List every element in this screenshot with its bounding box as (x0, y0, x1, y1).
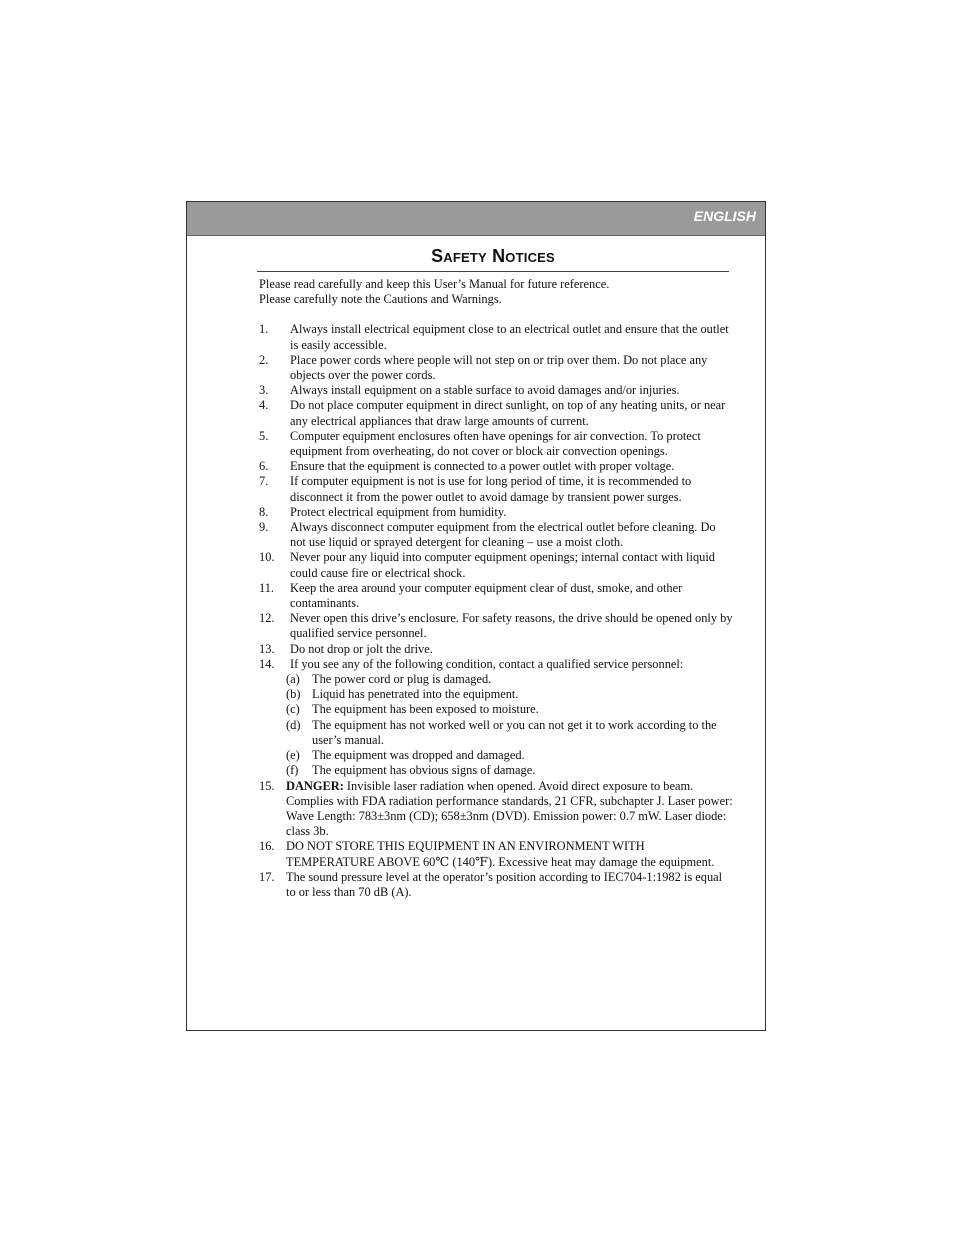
item-text: Always install equipment on a stable surface to avoid damages and/or injuries. (290, 383, 680, 398)
list-item (259, 550, 733, 580)
item-number: 6. (259, 459, 269, 474)
item-text: Computer equipment enclosures often have openings for air convection. To protect equipment from overheating, do not cover or block air convection openings. (290, 428, 701, 459)
sublist-item (286, 748, 733, 763)
item-number: 9. (259, 520, 269, 535)
sub-text: The equipment has not worked well or you can not get it to work according to the user’s manual. (312, 717, 717, 747)
sublist-item (286, 687, 733, 702)
sub-letter: (a) (286, 672, 300, 687)
list-item (259, 505, 733, 520)
notice-content (259, 277, 733, 900)
intro (259, 277, 733, 307)
item-text: If computer equipment is not is use for long period of time, it is recommended to disconnect it from the power outlet to avoid damage by transient power surges. (290, 474, 692, 504)
item-number: 16. (259, 839, 275, 854)
item-number: 7. (259, 474, 269, 489)
item-number: 3. (259, 383, 269, 398)
list-item (259, 520, 733, 550)
list-item (259, 642, 733, 657)
sub-letter: (f) (286, 763, 299, 778)
sub-letter: (c) (286, 702, 300, 717)
intro-line: Please carefully note the Cautions and Warnings. (259, 292, 502, 307)
sub-letter: (d) (286, 717, 301, 732)
item-text: Always disconnect computer equipment from the electrical outlet before cleaning. Do not use liquid or sprayed detergent for cleaning – use a moist cloth. (290, 520, 716, 550)
item-text: Protect electrical equipment from humidity. (290, 504, 507, 519)
item-text: Place power cords where people will not step on or trip over them. Do not place any objects over the power cords. (290, 352, 708, 383)
item-text: Do not place computer equipment in direct sunlight, on top of any heating units, or near any electrical appliances that draw large amounts of current. (290, 398, 726, 428)
list-item (259, 322, 733, 352)
danger-label: DANGER: (286, 778, 344, 793)
page-title: Safety Notices (431, 246, 555, 266)
item-text: Invisible laser radiation when opened. Avoid direct exposure to beam. Complies with FDA radiation performance standards, 21 CFR, subchapter J. Laser power: Wave Length: 783±3nm (CD); 658±3nm (DVD). Emission power: 0.7 mW. Laser diode: class 3b. (286, 778, 733, 839)
language-label: ENGLISH (693, 208, 756, 224)
sub-text: The power cord or plug is damaged. (312, 672, 492, 687)
header-bar (187, 202, 765, 236)
item-number: 13. (259, 641, 275, 656)
item-number: 17. (259, 869, 275, 884)
item-text: Never open this drive’s enclosure. For safety reasons, the drive should be opened only by qualified service personnel. (290, 611, 733, 641)
intro-line: Please read carefully and keep this User’s Manual for future reference. (259, 277, 610, 291)
item-number: 12. (259, 611, 275, 626)
sublist-item (286, 672, 733, 687)
sub-letter: (e) (286, 748, 300, 763)
sublist-item (286, 763, 733, 778)
sublist-item (286, 702, 733, 717)
item-number: 2. (259, 352, 269, 367)
item-text: Never pour any liquid into computer equipment openings; internal contact with liquid could cause fire or electrical shock. (290, 550, 715, 580)
list-item (259, 581, 733, 611)
sub-letter: (b) (286, 687, 301, 702)
item-number: 1. (259, 322, 269, 337)
sub-text: Liquid has penetrated into the equipment. (312, 687, 519, 702)
list-item (259, 870, 733, 900)
list-item-danger (259, 779, 733, 840)
item-number: 8. (259, 504, 269, 519)
item-number: 10. (259, 550, 275, 565)
item-number: 4. (259, 398, 269, 413)
list-item (259, 429, 733, 459)
item-text: Keep the area around your computer equipment clear of dust, smoke, and other contaminants. (290, 580, 683, 611)
safety-list (259, 322, 733, 900)
list-item (259, 474, 733, 504)
title-divider (257, 271, 729, 272)
list-item (259, 839, 733, 869)
item-number: 11. (259, 580, 275, 595)
item-number: 14. (259, 656, 275, 671)
sub-text: The equipment has obvious signs of damage. (312, 763, 536, 778)
sublist-item (286, 718, 733, 748)
item-number: 5. (259, 428, 269, 443)
list-item (259, 383, 733, 398)
item-text: Ensure that the equipment is connected to a power outlet with proper voltage. (290, 459, 675, 474)
item-number: 15. (259, 778, 275, 793)
list-item (259, 611, 733, 641)
item-text: The sound pressure level at the operator’s position according to IEC704-1:1982 is equal to or less than 70 dB (A). (286, 869, 723, 899)
list-item (259, 353, 733, 383)
item-text: DO NOT STORE THIS EQUIPMENT IN AN ENVIRONMENT WITH TEMPERATURE ABOVE 60℃ (140℉). Excessive heat may damage the equipment. (286, 839, 715, 869)
list-item (259, 459, 733, 474)
condition-sublist (286, 672, 733, 778)
list-item (259, 398, 733, 428)
sub-text: The equipment has been exposed to moisture. (312, 702, 539, 717)
page-frame (186, 201, 766, 1031)
item-text: Do not drop or jolt the drive. (290, 641, 433, 656)
item-text: If you see any of the following condition, contact a qualified service personnel: (290, 656, 684, 671)
list-item (259, 657, 733, 779)
item-text: Always install electrical equipment close to an electrical outlet and ensure that the outlet is easily accessible. (290, 322, 729, 352)
sub-text: The equipment was dropped and damaged. (312, 748, 525, 763)
